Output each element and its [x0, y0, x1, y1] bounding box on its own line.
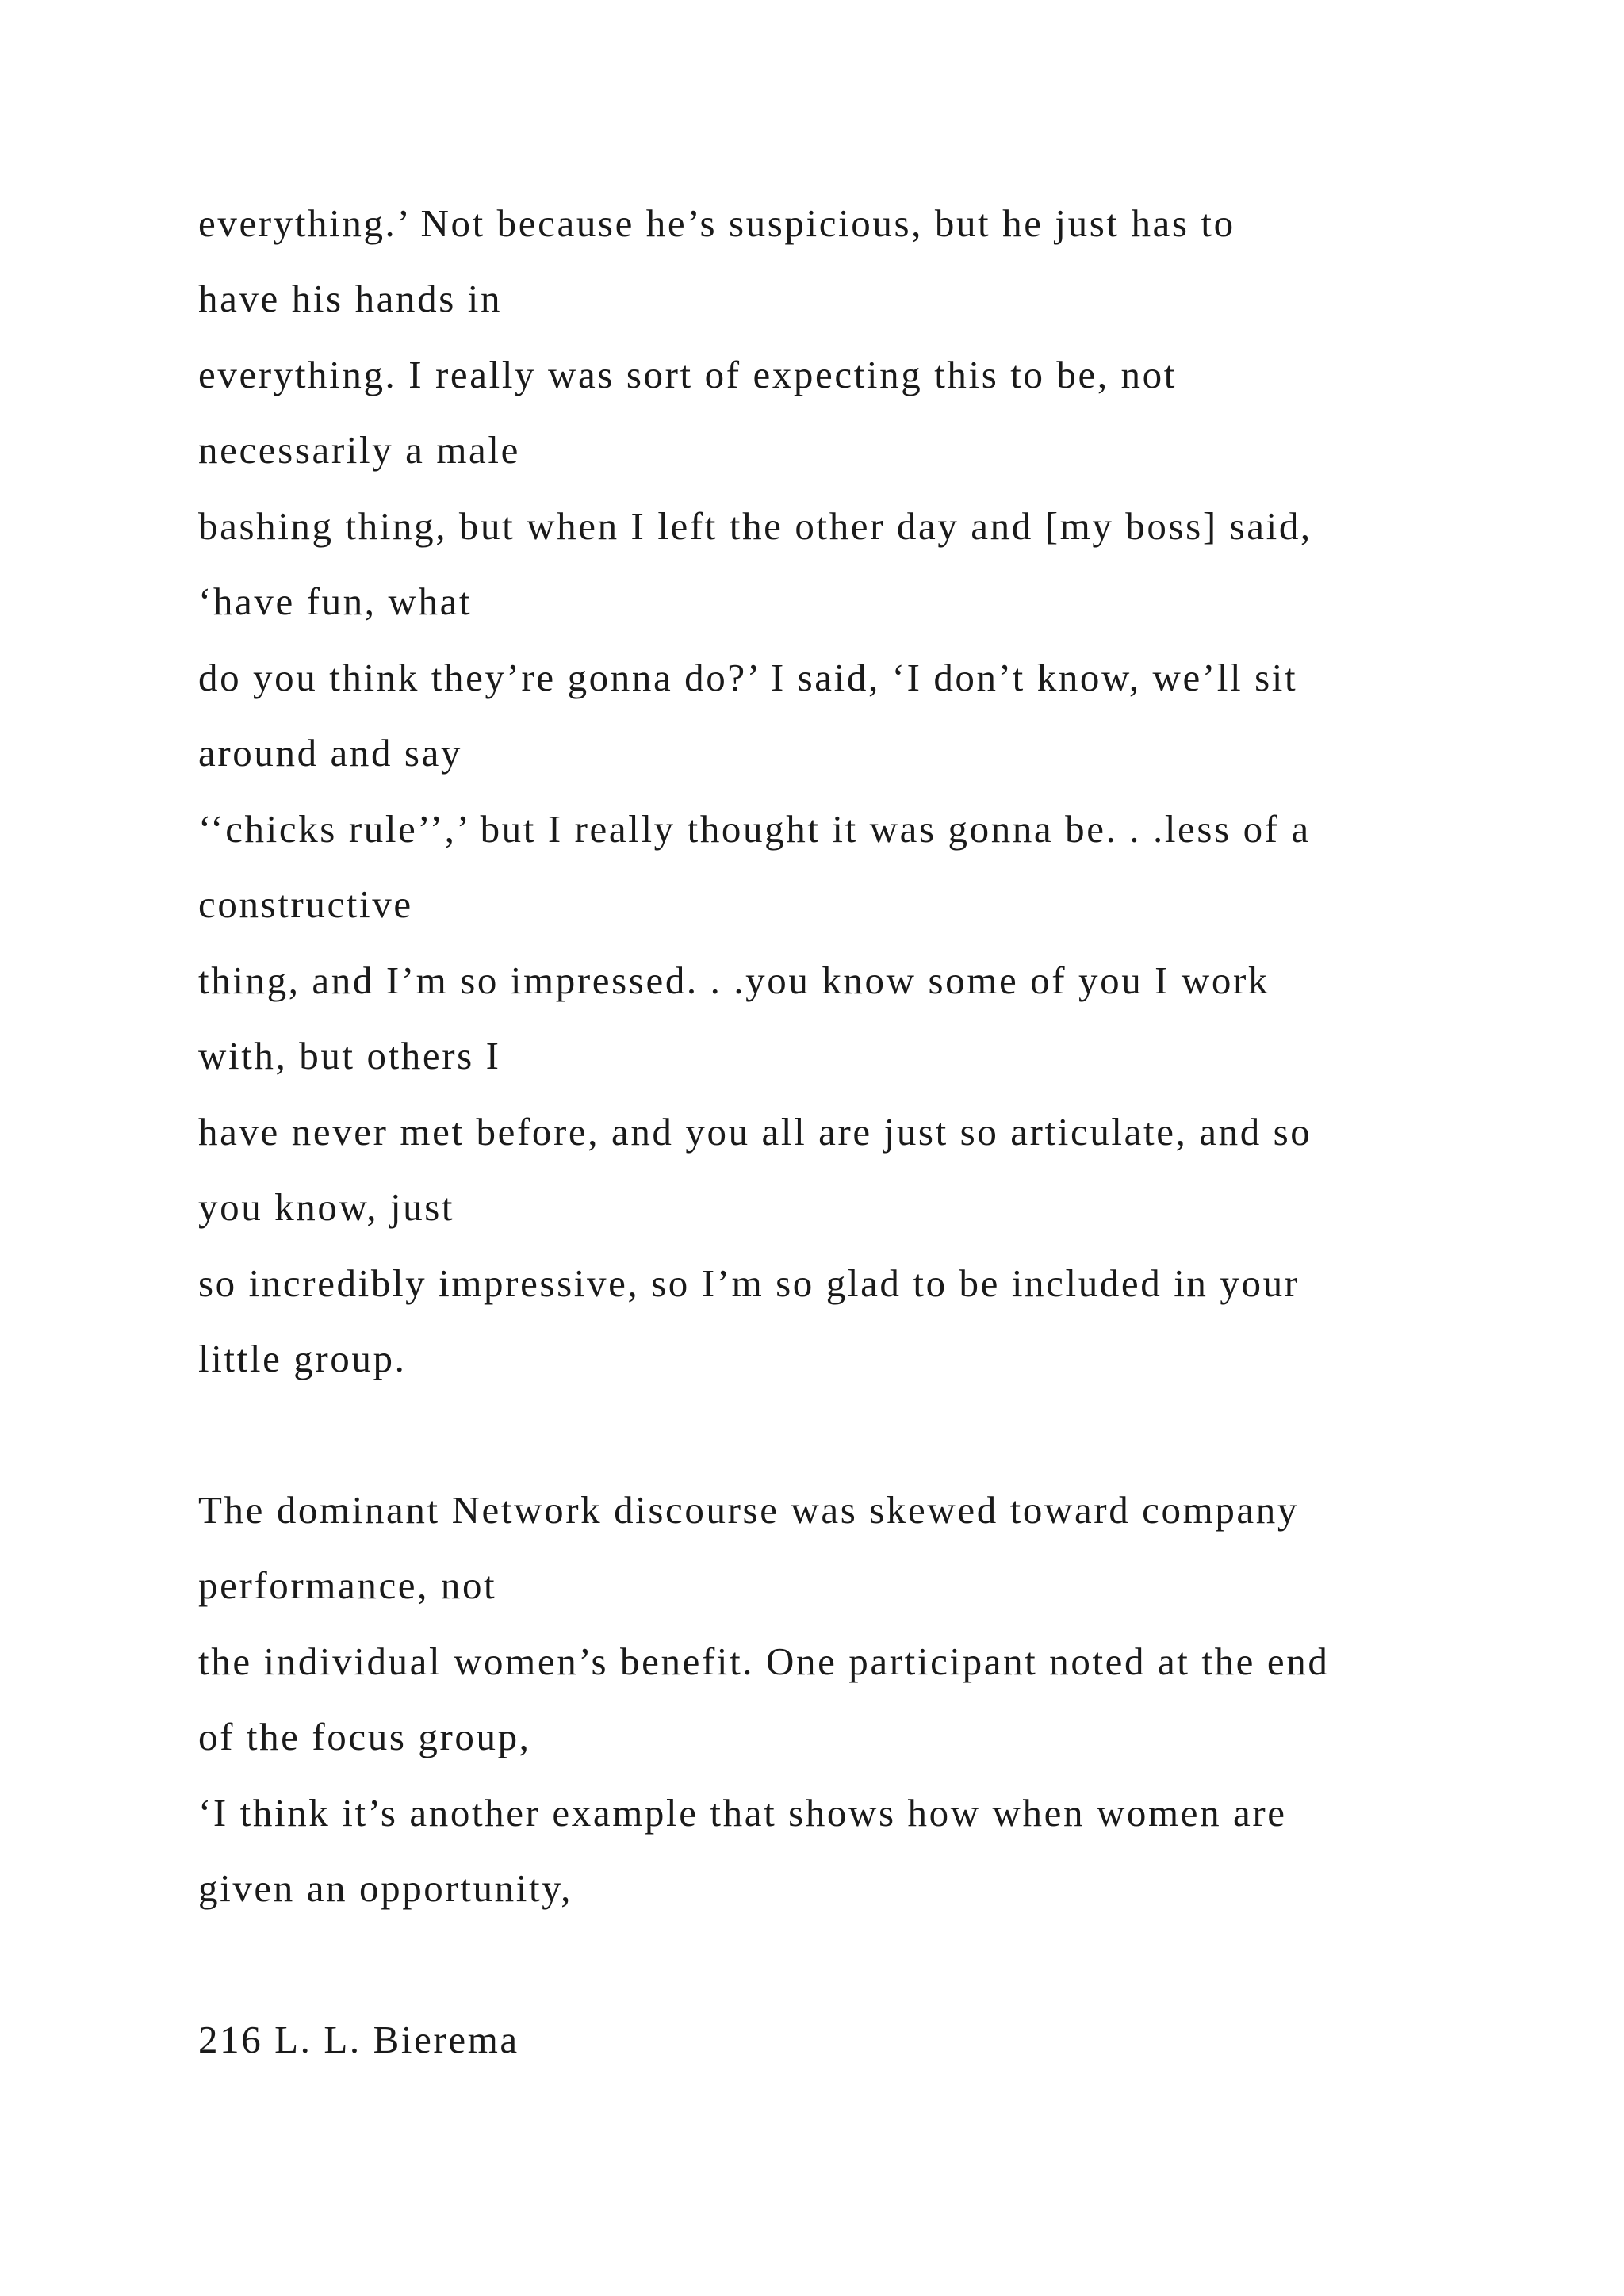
text-line: necessarily a male [198, 428, 520, 472]
text-line: around and say [198, 731, 463, 775]
text-line: the individual women’s benefit. One participant noted at the end [198, 1640, 1330, 1683]
text-line: ‘I think it’s another example that shows how when women are [198, 1791, 1287, 1835]
text-line: everything.’ Not because he’s suspicious, but he just has to [198, 201, 1235, 245]
text-line: have his hands in [198, 277, 503, 320]
text-line: bashing thing, but when I left the other day and [my boss] said, [198, 504, 1312, 548]
text-line: ‘‘chicks rule’’,’ but I really thought it was gonna be. . .less of a [198, 807, 1311, 851]
text-line: The dominant Network discourse was skewed toward company [198, 1488, 1299, 1532]
text-line: constructive [198, 882, 413, 926]
text-line: everything. I really was sort of expecting this to be, not [198, 353, 1177, 396]
text-line: thing, and I’m so impressed. . .you know some of you I work [198, 959, 1270, 1002]
text-line: ‘have fun, what [198, 580, 473, 623]
text-line: have never met before, and you all are just so articulate, and so [198, 1110, 1312, 1154]
text-line: do you think they’re gonna do?’ I said, ‘I don’t know, we’ll sit [198, 656, 1298, 699]
text-line: with, but others I [198, 1034, 501, 1077]
text-line: given an opportunity, [198, 1866, 573, 1910]
text-line: you know, just [198, 1185, 455, 1229]
text-line: of the focus group, [198, 1715, 531, 1758]
text-line: performance, not [198, 1563, 497, 1607]
text-line: so incredibly impressive, so I’m so glad to be included in your [198, 1261, 1300, 1305]
text-line: little group. [198, 1337, 407, 1380]
page-footer: 216 L. L. Bierema [198, 2018, 519, 2061]
